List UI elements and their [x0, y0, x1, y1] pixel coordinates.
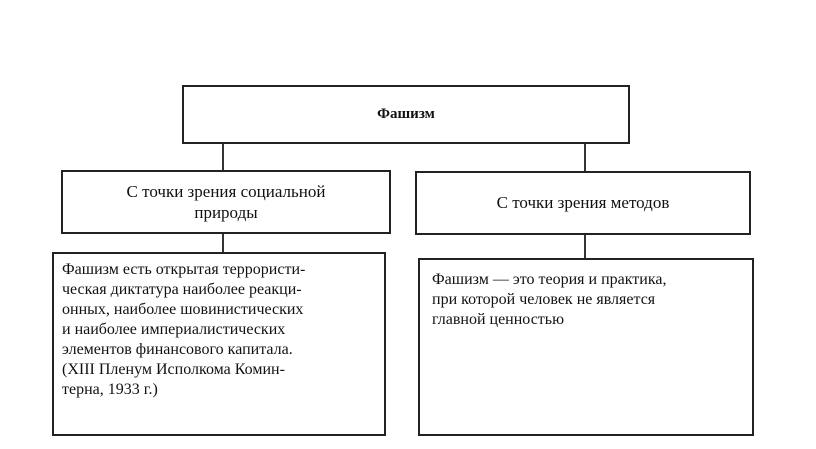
- root-node: [182, 85, 630, 144]
- definition-methods-line-3: главной ценностью: [432, 311, 565, 328]
- definition-node-methods: [418, 258, 754, 436]
- definition-methods-line-1: Фашизм — это теория и практика,: [432, 271, 667, 288]
- connector-root-to-methods: [584, 144, 586, 172]
- connector-methods-to-definition: [584, 235, 586, 259]
- definition-node-social-nature: [52, 252, 386, 436]
- category-social-line-1: С точки зрения социальной: [126, 181, 326, 201]
- connector-social-to-definition: [222, 234, 224, 253]
- category-methods-label: С точки зрения методов: [496, 193, 670, 212]
- connector-root-to-social: [222, 144, 224, 171]
- definition-social-line-7: терна, 1933 г.): [62, 381, 158, 398]
- category-node-methods: [415, 171, 751, 235]
- category-social-line-2: природы: [194, 203, 258, 222]
- root-label: Фашизм: [377, 106, 435, 122]
- definition-social-line-2: ческая диктатура наиболее реакци-: [62, 281, 302, 298]
- definition-social-line-3: онных, наиболее шовинистических: [62, 301, 304, 318]
- definition-social-line-1: Фашизм есть открытая террористи-: [62, 261, 306, 278]
- definition-social-line-5: элементов финансового капитала.: [62, 341, 293, 358]
- definition-methods-line-2: при которой человек не является: [432, 291, 656, 308]
- definition-social-line-6: (XIII Пленум Исполкома Комин-: [62, 361, 285, 378]
- definition-social-line-4: и наиболее империалистических: [62, 321, 286, 338]
- category-node-social-nature: [61, 170, 391, 234]
